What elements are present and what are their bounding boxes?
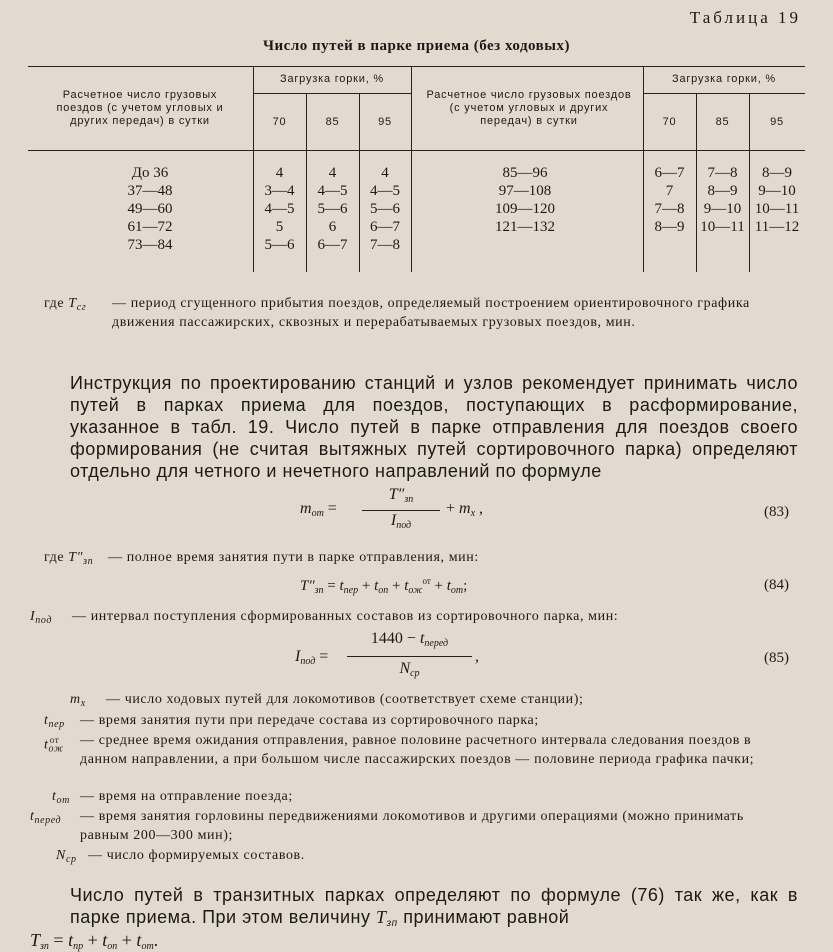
table-cell: 4 bbox=[381, 165, 389, 181]
table-cell: 11—12 bbox=[754, 219, 800, 235]
paragraph-2: Число путей в транзитных парках определяют по формуле (76) так же, как в парке приема. При этом величину $T_{зп}$ принимают равной bbox=[70, 885, 798, 929]
table-cell: 8—9 bbox=[654, 219, 685, 235]
def-toj: — среднее время ожидания отправления, равное половине расчетного интервала следования поездов в данном направлении, а при большом числе пассажирских поездов — половине периода графика пачки; bbox=[80, 733, 755, 767]
table-cell: 7—8 bbox=[654, 201, 685, 217]
table-cell: До 36 bbox=[131, 165, 169, 181]
def-tper: — время занятия пути при передаче состава из сортировочного парка; bbox=[80, 713, 539, 728]
def-sym-tpered: $t_{перед}$ bbox=[30, 809, 62, 826]
note-where: где $T_{сг}$ bbox=[44, 296, 87, 313]
equation-84: $T''_{зп} = t_{пер} + t_{оп} + t_{ож}^{от} + t_{от}$; bbox=[300, 576, 468, 596]
table-cell: 6—7 bbox=[654, 165, 685, 181]
col-header-70-right: 70 bbox=[662, 116, 677, 128]
table-cell: 9—10 bbox=[703, 201, 742, 217]
def-sym-toj: $t_{ож}^{от}$ bbox=[44, 735, 64, 755]
table-cell: 5—6 bbox=[317, 201, 348, 217]
table-cell: 10—11 bbox=[754, 201, 800, 217]
def-nsr: — число формируемых составов. bbox=[88, 848, 305, 863]
table-cell: 9—10 bbox=[758, 183, 796, 199]
def-ipod-label: $I_{под}$ bbox=[30, 609, 52, 626]
col-header-95-left: 95 bbox=[378, 116, 392, 128]
def-tzp-label: где $T''_{зп}$ bbox=[44, 550, 94, 567]
table-cell: 5—6 bbox=[264, 237, 295, 253]
col-header-load-right: Загрузка горки, % bbox=[672, 73, 776, 85]
def-tot: — время на отправление поезда; bbox=[80, 789, 293, 804]
col-header-95-right: 95 bbox=[770, 116, 784, 128]
def-sym-tper: $t_{пер}$ bbox=[44, 713, 65, 730]
table-cell: 6—7 bbox=[317, 237, 348, 253]
table-cell: 5—6 bbox=[370, 201, 400, 217]
table-cell: 37—48 bbox=[127, 183, 173, 199]
def-tpered: — время занятия горловины передвижениями локомотивов и другими операциями (можно принимать равным 200—300 мин); bbox=[80, 809, 744, 843]
equation-84-number: (84) bbox=[764, 577, 789, 593]
equation-83: $m_{от}$ = $T''_{зп}$ $I_{под}$ + $m_x$ , bbox=[300, 486, 484, 531]
table-cell: 6 bbox=[328, 219, 337, 235]
col-header-load-left: Загрузка горки, % bbox=[280, 73, 384, 85]
table-cell: 109—120 bbox=[495, 201, 555, 217]
paragraph-2-formula: $T_{зп} = t_{пр} + t_{оп} + t_{от}$. bbox=[30, 930, 159, 952]
equation-85-number: (85) bbox=[764, 650, 789, 666]
def-sym-nsr: $N_{ср}$ bbox=[56, 848, 77, 865]
def-mx: — число ходовых путей для локомотивов (соответствует схеме станции); bbox=[106, 692, 584, 707]
col-header-85-right: 85 bbox=[715, 116, 730, 128]
equation-83-number: (83) bbox=[764, 504, 789, 520]
def-ipod: — интервал поступления сформированных составов из сортировочного парка, мин: bbox=[72, 609, 619, 624]
table-cell: 85—96 bbox=[502, 165, 548, 181]
note-tsg-definition: — период сгущенного прибытия поездов, определяемый построением ориентировочного графика движения пассажирских, сквозных и перерабатываемых грузовых поездов, мин. bbox=[112, 296, 750, 330]
table-cell: 61—72 bbox=[127, 219, 173, 235]
table-cell: 8—9 bbox=[707, 183, 738, 199]
table-cell: 49—60 bbox=[127, 201, 173, 217]
table-cell: 7—8 bbox=[370, 237, 400, 253]
def-sym-mx: $m_x$ bbox=[70, 692, 86, 709]
table-title: Число путей в парке приема (без ходовых) bbox=[263, 38, 570, 54]
col-header-trains-left: Расчетное число грузовых поездов (с учетом угловых и других передач) в сутки bbox=[56, 89, 224, 127]
def-tzp: — полное время занятия пути в парке отправления, мин: bbox=[108, 550, 479, 565]
table-cell: 73—84 bbox=[127, 237, 173, 253]
table-cell: 10—11 bbox=[700, 219, 745, 235]
def-sym-tot: $t_{от}$ bbox=[52, 789, 70, 806]
table-cell: 3—4 bbox=[264, 183, 295, 199]
table-cell: 4—5 bbox=[317, 183, 348, 199]
table-cell: 8—9 bbox=[762, 165, 792, 181]
table-cell: 121—132 bbox=[495, 219, 555, 235]
col-header-85-left: 85 bbox=[325, 116, 340, 128]
table-cell: 4—5 bbox=[370, 183, 400, 199]
table-cell: 4 bbox=[275, 165, 284, 181]
equation-85: $I_{под}$ = $1440 - t_{перед}$ $N_{ср}$ , bbox=[295, 630, 479, 679]
table-cell: 4—5 bbox=[264, 201, 295, 217]
table-cell: 4 bbox=[328, 165, 337, 181]
table-cell: 7 bbox=[665, 183, 674, 199]
col-header-70-left: 70 bbox=[272, 116, 287, 128]
paragraph-1: Инструкция по проектированию станций и узлов рекомендует принимать число путей в парках приема для поездов, поступающих в расформирование, указанное в табл. 19. Число путей в парке отправления для поездов своего формирования (не считая вытяжных путей сортировочного парка) определяют отдельно для четного и нечетного направлений по формуле bbox=[70, 373, 798, 481]
table-number: Таблица 19 bbox=[689, 8, 801, 27]
table-cell: 6—7 bbox=[370, 219, 400, 235]
table-cell: 7—8 bbox=[707, 165, 738, 181]
table-cell: 97—108 bbox=[498, 183, 552, 199]
col-header-trains-right: Расчетное число грузовых поездов (с учетом угловых и других передач) в сутки bbox=[426, 89, 632, 127]
table-cell: 5 bbox=[275, 219, 284, 235]
